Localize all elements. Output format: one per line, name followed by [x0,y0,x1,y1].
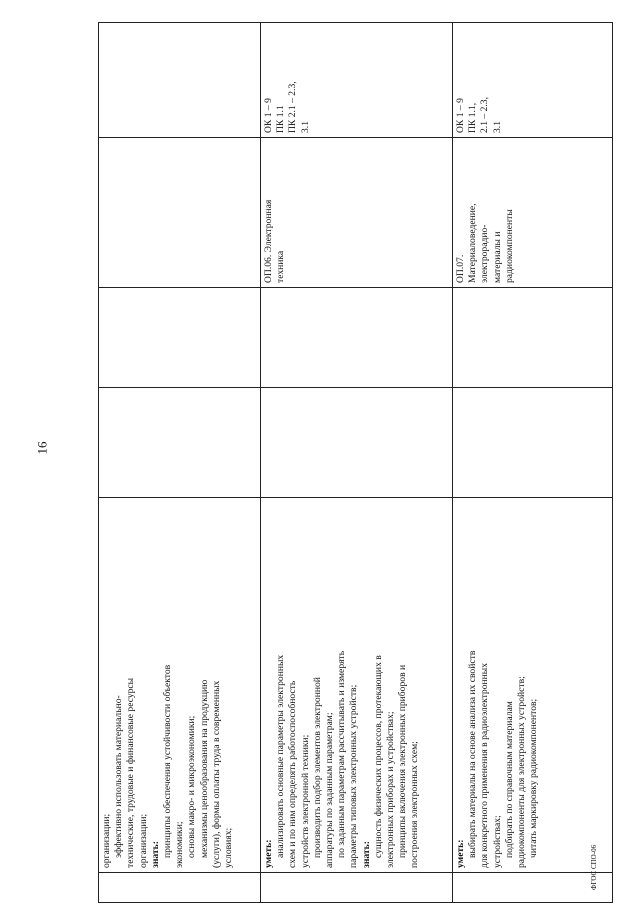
discipline-cell [261,138,453,288]
content-line: принципы включения электронных приборов и [397,664,409,858]
content-line: подбирать по справочным материалам [503,701,515,858]
content-line: аппаратуры по заданным параметрам; [324,712,336,868]
content-line: параметры типовых электронных устройств; [348,684,360,868]
content-line: принципы обеспечения устойчивости объектов [162,664,174,858]
discipline-line: электрорадио- [479,224,491,283]
discipline-line: ОП.07. [455,254,466,283]
table-row [453,23,613,903]
content-line: механизмы ценообразования на продукцию [198,679,210,858]
content-line: читать маркировку радиокомпонентов; [528,698,540,858]
curriculum-table [98,22,613,903]
competency-line: 3.1 [491,121,503,133]
page-number: 16 [34,441,50,455]
discipline-line: материалы и [491,231,503,283]
competencies-cell [453,23,613,138]
footer-code: ФГОС СПО-06 [590,844,598,890]
table-body [99,23,613,903]
content-line: эффективно использовать материально- [113,695,125,858]
competency-line: ПК 1.1 [275,105,287,133]
content-line: схем и по ним определять работоспособность [287,680,299,868]
index-cell [261,873,453,903]
content-line: по заданным параметрам рассчитывать и измерять [336,650,348,858]
content-line: условиях; [223,827,235,868]
content-line: организации; [101,813,112,868]
competency-line: ПК 2.1 – 2.3, [287,81,299,133]
section-label: знать: [360,841,372,868]
competency-line: ОК 1 – 9 [455,98,466,133]
index-cell [99,873,261,903]
competencies-cell [261,23,453,138]
content-line: устройств электронной техники; [299,734,311,868]
content-line: организации; [137,813,149,868]
content-line: сущность физических процессов, протекающих в [372,655,384,858]
content-line: построения электронных схем; [409,741,421,868]
content-line: технические, трудовые и финансовые ресурсы [125,677,137,868]
content-line: устройствах; [491,815,503,868]
hours-class-cell [99,288,261,388]
competency-line: 3.1 [299,121,311,133]
section-label: знать: [149,841,161,868]
competency-line: ПК 1.1, [467,102,479,133]
content-line: производить подбор элементов электронной [311,677,323,858]
content-line: электронных приборах и устройствах; [385,711,397,868]
content-line: радиокомпоненты для электронных устройств; [516,676,528,868]
discipline-line: ОП.06. Электронная [263,199,274,283]
hours-max-cell [261,388,453,498]
table-row [261,23,453,903]
content-line: выбирать материалы на основе анализа их свойств [467,650,479,858]
hours-max-cell [453,388,613,498]
rotated-table-container [98,23,613,903]
competency-line: ОК 1 – 9 [263,98,274,133]
content-cell [453,498,613,873]
hours-class-cell [453,288,613,388]
competency-line: 2.1 – 2.3, [479,97,491,133]
content-cell [261,498,453,873]
content-line: для конкретного применения в радиоэлектронных [479,662,491,868]
discipline-line: техника [275,250,287,283]
index-cell [453,873,613,903]
hours-class-cell [261,288,453,388]
discipline-line: Материаловедение, [467,203,479,283]
content-line: экономики; [174,821,186,868]
content-line: (услуги), формы оплаты труда в современных [210,680,222,868]
discipline-cell [453,138,613,288]
section-label: уметь: [263,839,274,868]
discipline-line: радиокомпоненты [503,209,515,283]
discipline-cell [99,138,261,288]
section-label: уметь: [455,839,466,868]
content-line: анализировать основные параметры электронных [275,654,287,858]
content-cell [99,498,261,873]
content-line: основы макро- и микроэкономики; [186,715,198,858]
table-row [99,23,261,903]
hours-max-cell [99,388,261,498]
competencies-cell [99,23,261,138]
